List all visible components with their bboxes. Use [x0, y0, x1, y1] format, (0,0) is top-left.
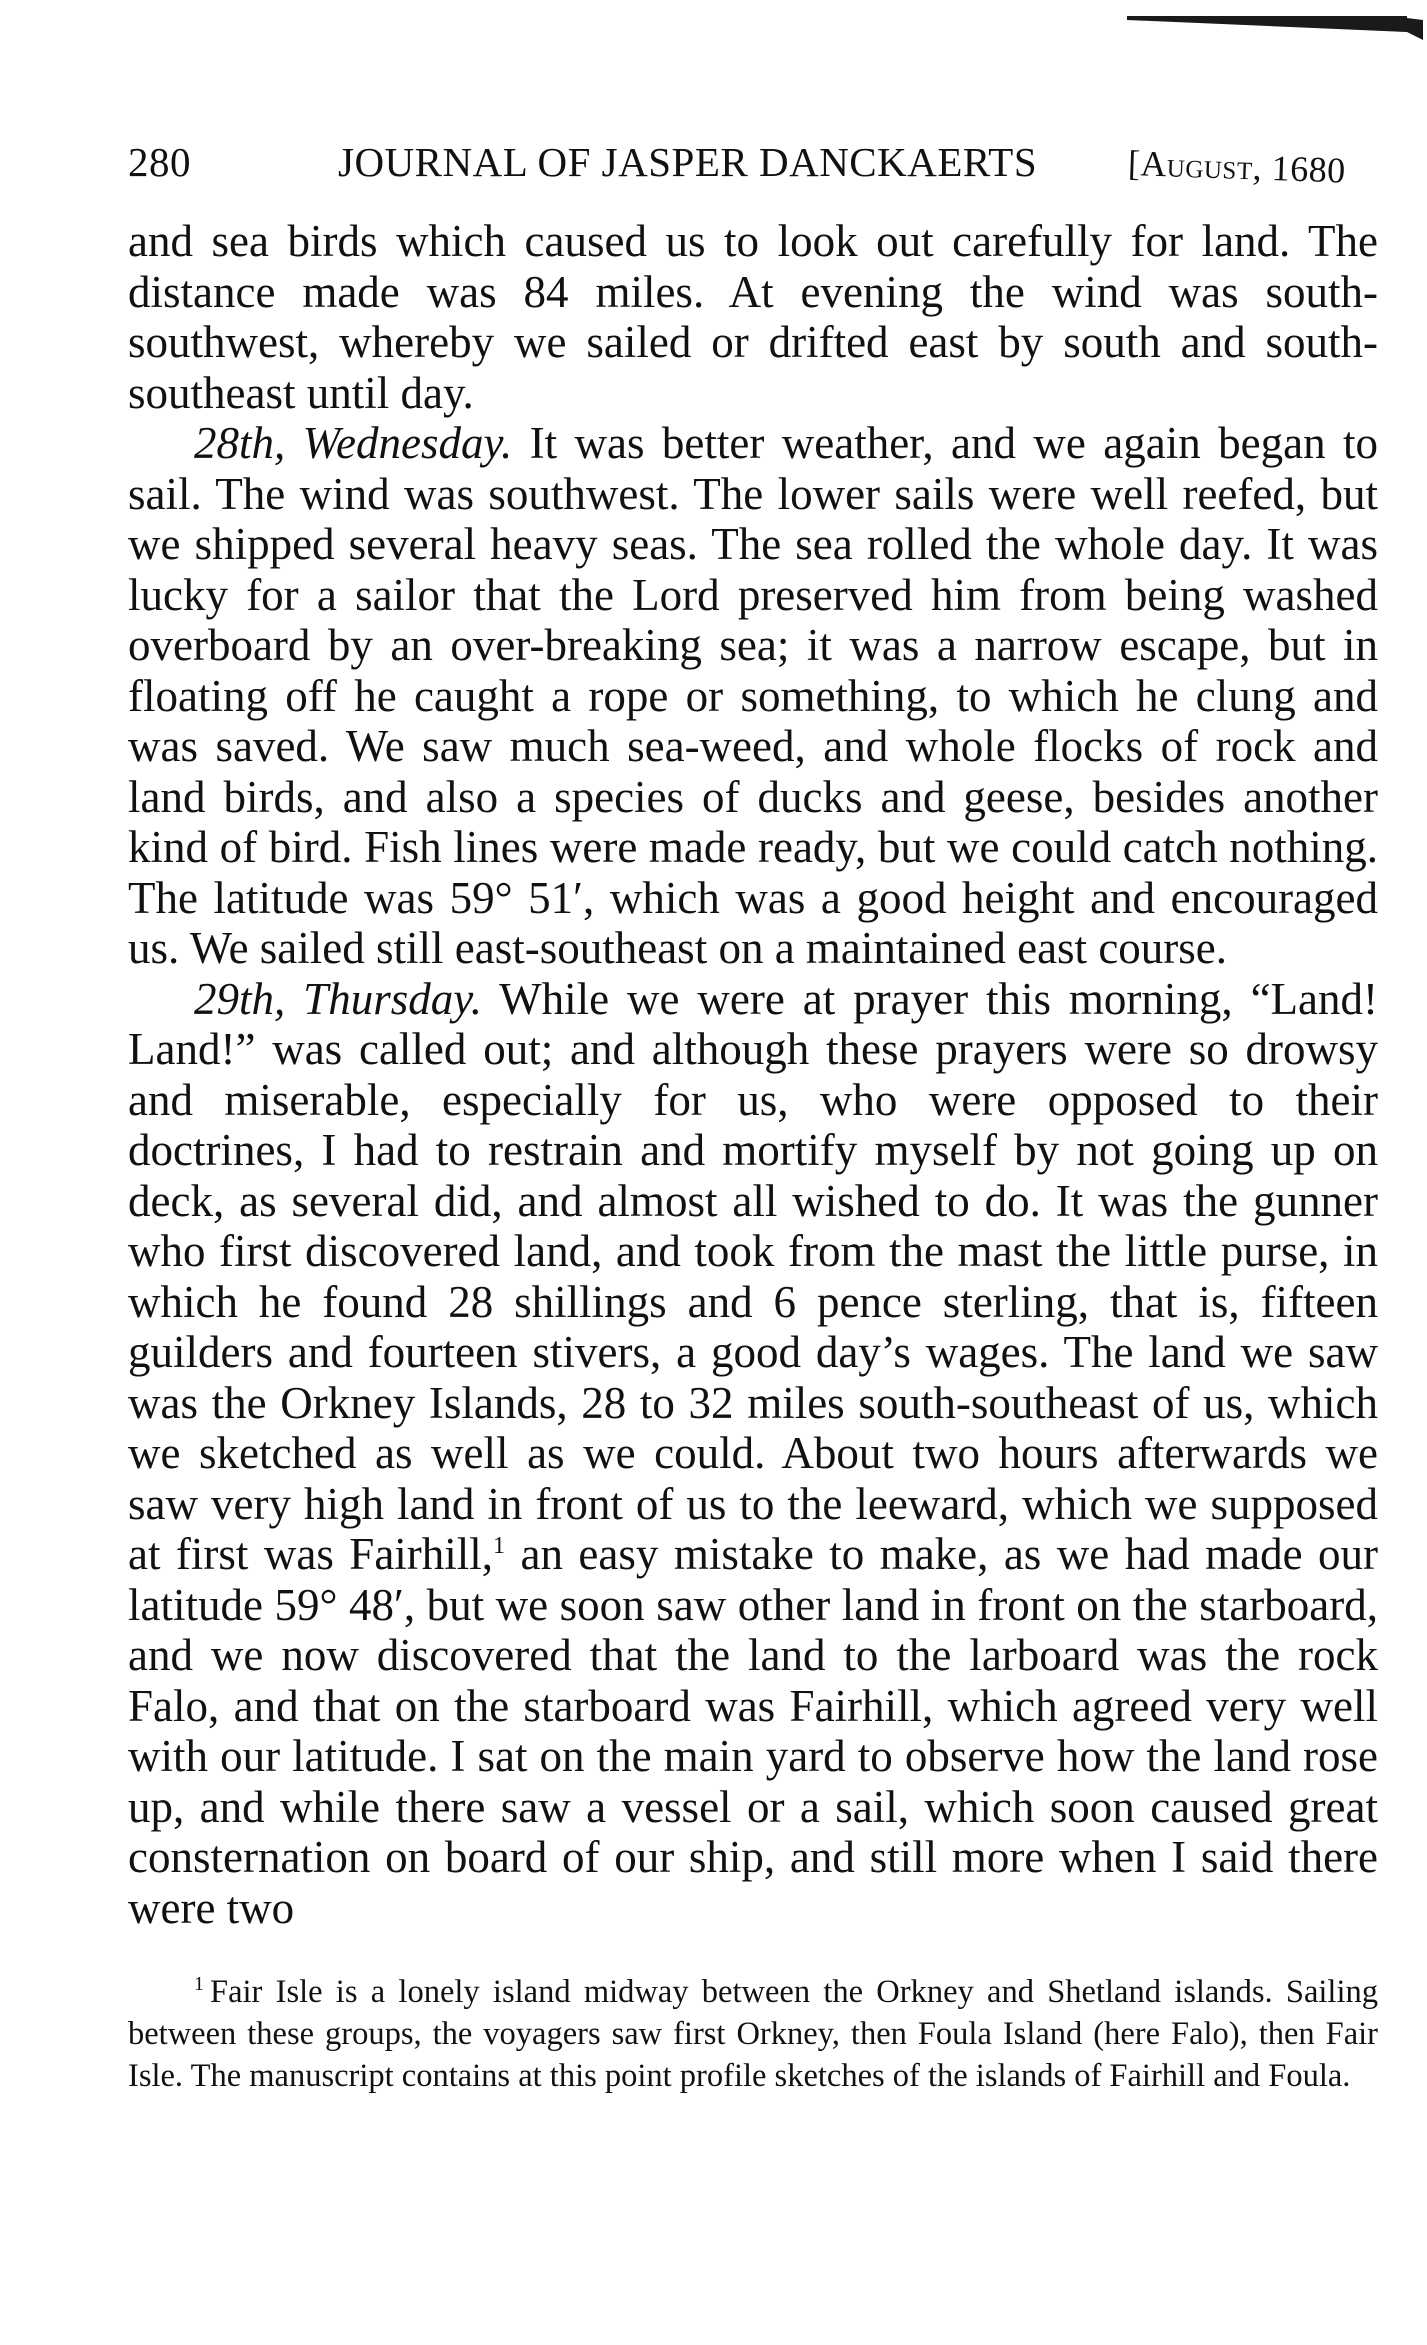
entry-date-29th: 29th, Thursday.: [194, 973, 482, 1024]
entry-date-28th: 28th, Wednesday.: [194, 418, 513, 468]
paragraph-continuation: and sea birds which caused us to look out carefully for land. The distance made was 84 miles. At evening the wind was south-southwest, whereby we sailed or drifted east by south and south-southeast until day.: [128, 216, 1378, 418]
entry-text-29th-part2: an easy mistake to make, as we had made our latitude 59° 48′, but we soon saw other land in front on the starboard, and we now discovered that the land to the larboard was the rock Falo, and that on the starboard was Fairhill, which agreed very well with our latitude. I sat on the main yard to observe how the land rose up, and while there saw a vessel or a sail, which soon caused great consternation on board of our ship, and still more when I said there were two: [128, 1529, 1378, 1933]
scan-edge-mark: [1107, 10, 1427, 50]
running-title: JOURNAL OF JASPER DANCKAERTS: [338, 139, 1038, 185]
date-year: , 1680: [1252, 147, 1347, 191]
footnote: [128, 1971, 1378, 2097]
footnote-reference: 1: [493, 1533, 506, 1559]
body-text: [128, 216, 1378, 1933]
footnote-marker: 1: [194, 1973, 204, 1996]
footnote-text: Fair Isle is a lonely island midway between the Orkney and Shetland islands. Sailing between these groups, the voyagers saw first Orkney, then Foula Island (here Falo), then Fair Isle. The manuscript contains at this point profile sketches of the islands of Fairhill and Foula.: [128, 1974, 1378, 2094]
footnotes: [128, 1971, 1378, 2097]
book-page: [128, 120, 1378, 2097]
page-number: 280: [128, 139, 191, 185]
date-month: August: [1139, 143, 1254, 188]
paragraph-28th: [128, 418, 1378, 974]
entry-text-29th-part1: While we were at prayer this morning, “Land! Land!” was called out; and although these prayers were so drowsy and miserable, especially for us, who were opposed to their doctrines, I had to restrain and mortify myself by not going up on deck, as several did, and almost all wished to do. It was the gunner who first discovered land, and took from the mast the little purse, in which he found 28 shillings and 6 pence sterling, that is, fifteen guilders and fourteen stivers, a good day’s wages. The land we saw was the Orkney Islands, 28 to 32 miles south-southeast of us, which we sketched as well as we could. About two hours afterwards we saw very high land in front of us to the leeward, which we supposed at first was Fairhill,: [128, 973, 1379, 1579]
running-date: [1127, 142, 1346, 192]
date-bracket: [: [1127, 143, 1142, 184]
paragraph-29th: [128, 974, 1378, 1934]
running-head: [128, 120, 1378, 190]
entry-text-28th: It was better weather, and we again began to sail. The wind was southwest. The lower sails were well reefed, but we shipped several heavy seas. The sea rolled the whole day. It was lucky for a sailor that the Lord preserved him from being washed overboard by an over-breaking sea; it was a narrow escape, but in floating off he caught a rope or something, to which he clung and was saved. We saw much sea-weed, and whole flocks of rock and land birds, and also a species of ducks and geese, besides another kind of bird. Fish lines were made ready, but we could catch nothing. The latitude was 59° 51′, which was a good height and encouraged us. We sailed still east-southeast on a maintained east course.: [128, 418, 1378, 973]
